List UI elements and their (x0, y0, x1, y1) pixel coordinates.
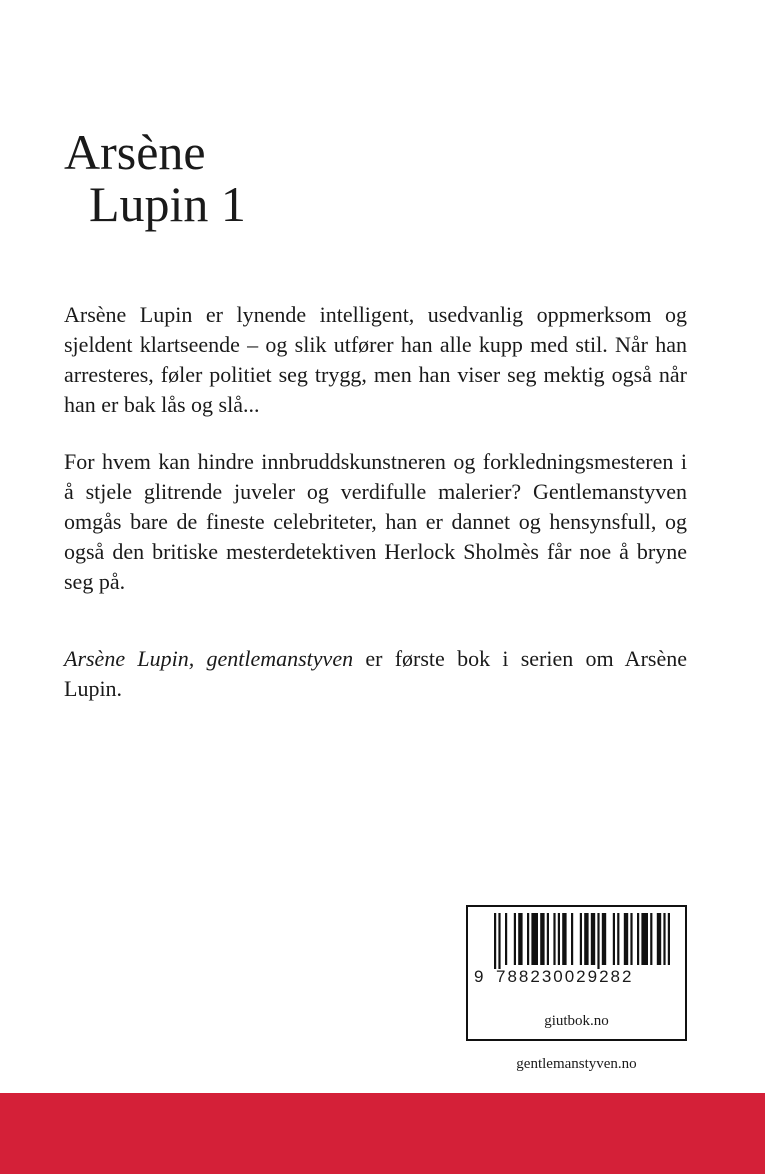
blurb-paragraph-3-text: er første bok i serien om Arsène Lupin. (64, 646, 687, 701)
barcode-bar (641, 913, 648, 965)
barcode-bar (531, 913, 538, 965)
barcode-bar (613, 913, 615, 965)
barcode-bar (514, 913, 516, 965)
isbn-barcode (466, 905, 687, 1041)
barcode-bar (505, 913, 507, 965)
barcode-bar (668, 913, 670, 965)
barcode-bar (498, 913, 500, 969)
barcode-bar (584, 913, 588, 965)
barcode-bar (617, 913, 619, 965)
barcode-bar (571, 913, 573, 965)
barcode-bar (591, 913, 595, 965)
barcode-bar (518, 913, 522, 965)
blurb-paragraph-2: For hvem kan hindre innbruddskunstneren og forkledningsmesteren i å stjele glitrende juveler og verdifulle malerier? Gentlemanstyven omgås bare de fineste celebriteter, han er dannet og hensynsfull, og også den britiske mesterdetektiven Herlock Sholmès får noe å bryne seg på. (64, 449, 687, 594)
barcode-bar (558, 913, 560, 965)
barcode-bar (602, 913, 606, 965)
barcode-bar (494, 913, 496, 969)
barcode-bar (540, 913, 544, 965)
book-title (64, 126, 246, 230)
series-book-title: Arsène Lupin, gentlemanstyven (64, 646, 354, 671)
barcode-bar (527, 913, 529, 965)
barcode-bar (597, 913, 599, 969)
blurb-paragraph-3 (64, 644, 687, 704)
title-line-2: Lupin 1 (89, 176, 246, 232)
isbn-first-digit: 9 (474, 967, 486, 986)
footer-color-band (0, 1093, 765, 1174)
barcode-bar (547, 913, 549, 965)
barcode-bar (580, 913, 582, 965)
barcode-bar (630, 913, 632, 965)
isbn-digits: 788230029282 (496, 967, 634, 986)
barcode-bar (562, 913, 566, 965)
barcode-bar (657, 913, 661, 965)
barcode-bar (663, 913, 665, 965)
blurb-paragraph-1: Arsène Lupin er lynende intelligent, usedvanlig oppmerksom og sjeldent klartseende – og slik utfører han alle kupp med stil. Når han arresteres, føler politiet seg trygg, men han viser seg mektig også når han er bak lås og slå... (64, 302, 687, 417)
barcode-bar (624, 913, 628, 965)
series-website: gentlemanstyven.no (516, 1056, 637, 1072)
barcode-bars (468, 907, 685, 969)
title-line-1: Arsène (64, 124, 206, 180)
barcode-bar (637, 913, 639, 965)
publisher-website: giutbok.no (544, 1013, 609, 1029)
barcode-bar (650, 913, 652, 965)
barcode-bar (553, 913, 555, 965)
